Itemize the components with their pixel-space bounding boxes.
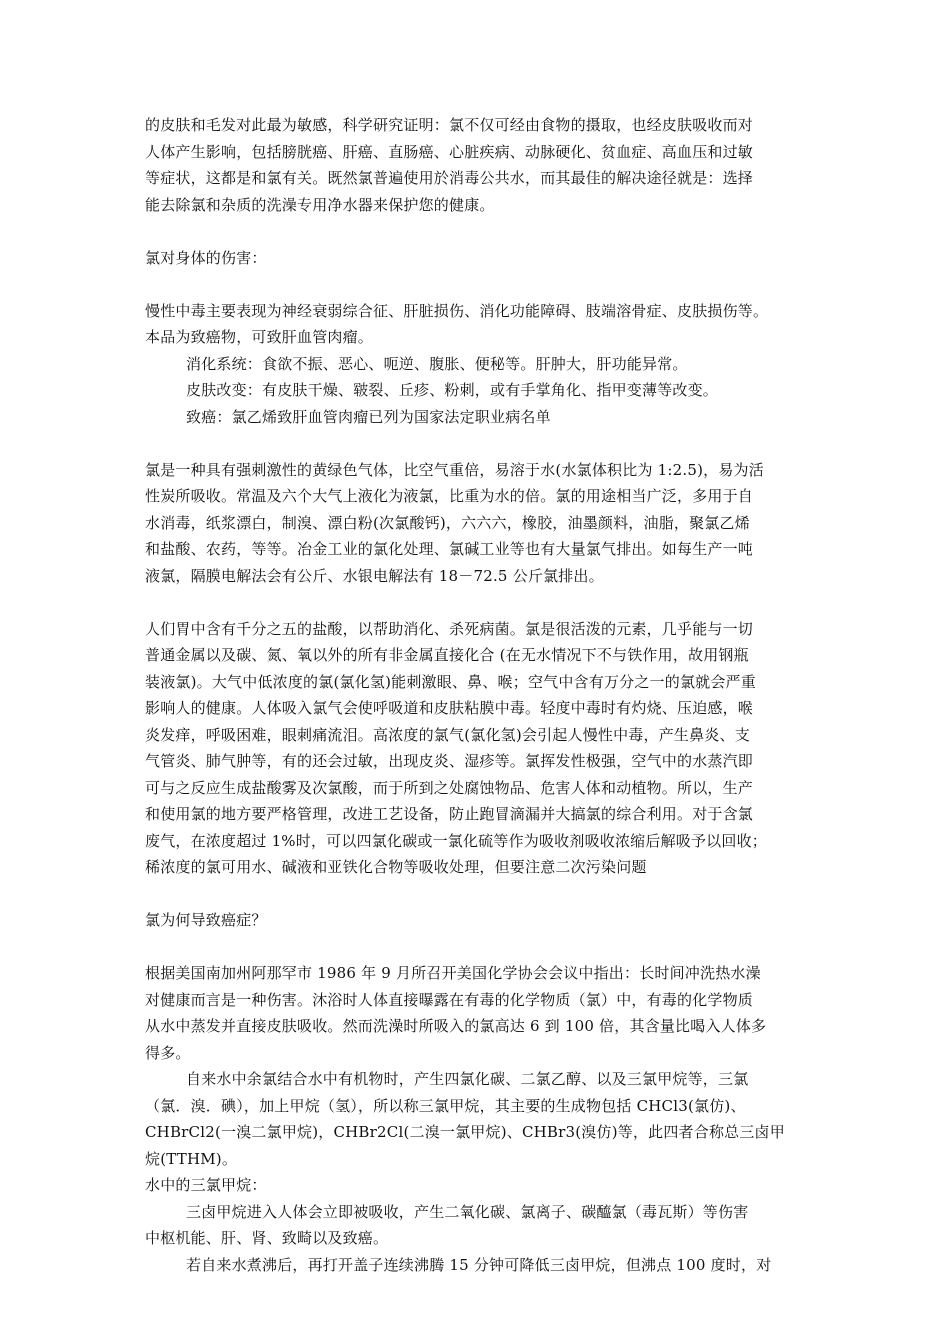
text-line: 本品为致癌物，可致肝血管肉瘤。 [145,328,374,346]
paragraph-trihalomethanes [145,1066,809,1172]
section-heading-cancer: 氯为何导致癌症？ [145,911,267,929]
text-line: 自来水中余氯结合水中有机物时，产生四氯化碳、二氯乙醇、以及三氯甲烷等，三氯 [186,1070,749,1088]
section-heading-thm: 水中的三氯甲烷： [145,1176,267,1194]
text-line: 的皮肤和毛发对此最为敏感，科学研究证明：氯不仅可经由食物的摄取，也经皮肤吸收而对 [145,116,754,134]
text-line: 对健康而言是一种伤害。沐浴时人体直接曝露在有毒的化学物质（氯）中，有毒的化学物质 [145,990,754,1009]
text-line: 人们胃中含有千分之五的盐酸，以帮助消化、杀死病菌。氯是很活泼的元素，几乎能与一切 [145,619,754,638]
symptom-item: 消化系统：食欲不振、恶心、呃逆、腹胀、便秘等。肝肿大，肝功能异常。 [186,354,688,373]
symptom-list [145,351,809,431]
text-line: 影响人的健康。人体吸入氯气会使呼吸道和皮肤粘膜中毒。轻度中毒时有灼烧、压迫感，喉 [145,699,754,717]
text-line: 废气，在浓度超过 1%时，可以四氯化碳或一氯化硫等作为吸收剂吸收浓缩后解吸予以回收； [145,831,767,850]
paragraph-chlorine-properties [145,457,809,590]
text-line: 人体产生影响，包括膀胱癌、肝癌、直肠癌、心脏疾病、动脉硬化、贫血症、高血压和过敏 [145,142,754,161]
text-line: 能去除氯和杂质的洗澡专用净水器来保护您的健康。 [145,195,495,214]
text-line: 稀浓度的氯可用水、碱液和亚铁化合物等吸收处理，但要注意二次污染问题 [145,858,647,876]
text-line: 和盐酸、农药，等等。冶金工业的氯化处理、氯碱工业等也有大量氯气排出。如每生产一吨 [145,540,754,558]
text-line: 中枢机能、肝、肾、致畸以及致癌。 [145,1229,389,1247]
text-line: 得多。 [145,1043,191,1062]
text-line: 氯是一种具有强刺激性的黄绿色气体，比空气重倍，易溶于水(水氯体积比为 1:2.5)，易为活 [145,460,764,479]
symptom-item: 皮肤改变：有皮肤干燥、皲裂、丘疹、粉刺，或有手掌角化、指甲变薄等改变。 [186,381,719,399]
text-line: 从水中蒸发并直接皮肤吸收。然而洗澡时所吸入的氯高达 6 到 100 倍，其含量比喝入人体多 [145,1017,767,1035]
paragraph-chronic-poisoning [145,298,809,351]
text-line: 等症状，这都是和氯有关。既然氯普遍使用於消毒公共水，而其最佳的解决途径就是：选择 [145,169,754,187]
paragraph-shower-study [145,960,809,1066]
text-line: 慢性中毒主要表现为神经衰弱综合征、肝脏损伤、消化功能障碍、肢端溶骨症、皮肤损伤等。 [145,301,769,320]
text-line: 根据美国南加州阿那罕市 1986 年 9 月所召开美国化学协会会议中指出：长时间冲洗热水澡 [145,964,761,982]
text-line: 和使用氯的地方要严格管理，改进工艺设备，防止跑冒滴漏并大搞氯的综合利用。对于含氯 [145,805,754,823]
symptom-item: 致癌：氯乙烯致肝血管肉瘤已列为国家法定职业病名单 [186,407,551,426]
paragraph-boiling [145,1252,809,1279]
text-line: 液氯，隔膜电解法会有公斤、水银电解法有 18－72.5 公斤氯排出。 [145,566,604,585]
section-heading-harm: 氯对身体的伤害： [145,248,267,267]
text-line: 普通金属以及碳、氮、氧以外的所有非金属直接化合 (在无水情况下不与铁作用，故用钢瓶 [145,646,749,664]
paragraph-skin-sensitivity [145,112,809,218]
text-line: CHBrCl2(一溴二氯甲烷)，CHBr2Cl(二溴一氯甲烷)、CHBr3(溴仿)等，此四者合称总三卤甲 [145,1123,785,1141]
text-line: 装液氯)。大气中低浓度的氯(氯化氢)能刺激眼、鼻、喉；空气中含有万分之一的氯就会严重 [145,672,756,691]
text-line: 三卤甲烷进入人体会立即被吸收，产生二氧化碳、氯离子、碳醯氯（毒瓦斯）等伤害 [186,1202,749,1221]
text-line: （氯．溴．碘），加上甲烷（氢），所以称三氯甲烷，其主要的生成物包括 CHCl3(氯仿)、 [145,1096,746,1115]
document-page [145,112,809,1278]
text-line: 炎发痒，呼吸困难，眼刺痛流泪。高浓度的氯气(氯化氢)会引起人慢性中毒，产生鼻炎、支 [145,725,750,744]
text-line: 可与之反应生成盐酸雾及次氯酸，而于所到之处腐蚀物品、危害人体和动植物。所以，生产 [145,778,754,797]
text-line: 若自来水煮沸后，再打开盖子连续沸腾 15 分钟可降低三卤甲烷，但沸点 100 度时，对 [186,1255,772,1274]
text-line: 水消毒，纸浆漂白，制溴、漂白粉(次氯酸钙)，六六六，橡胶，油墨颜料，油脂，聚氯乙烯 [145,513,750,532]
paragraph-chlorine-effects [145,616,809,881]
paragraph-thm-absorption [145,1199,809,1252]
text-line: 性炭所吸收。常温及六个大气上液化为液氯，比重为水的倍。氯的用途相当广泛，多用于自 [145,487,754,505]
text-line: 烷(TTHM)。 [145,1149,238,1168]
text-line: 气管炎、肺气肿等，有的还会过敏，出现皮炎、湿疹等。氯挥发性极强，空气中的水蒸汽即 [145,752,754,770]
